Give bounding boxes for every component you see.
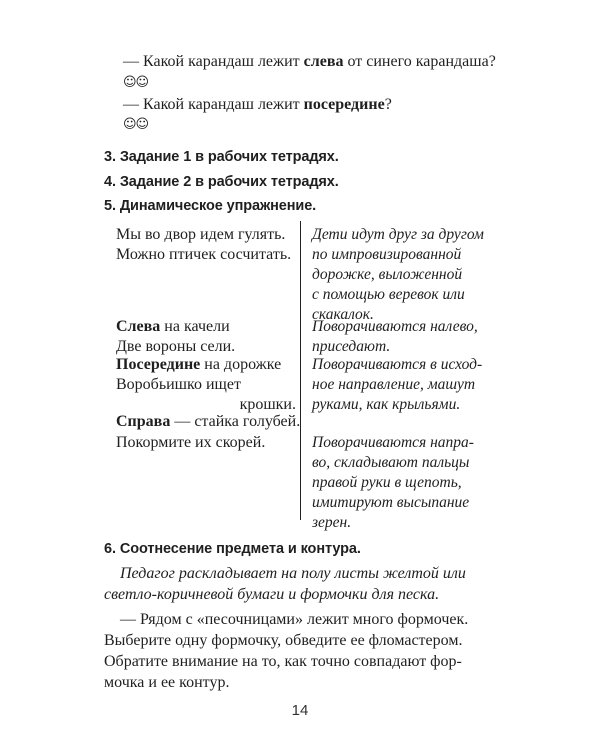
verse-line: Слева на качели: [116, 318, 230, 335]
action-line: ное направление, машут: [312, 376, 476, 393]
action-line: Поворачиваются в исход-: [312, 356, 483, 373]
instruction-paragraph: [120, 563, 540, 584]
action-line: во, складывают пальцы: [312, 454, 470, 471]
smiley-icon: ☺☺: [123, 117, 149, 132]
verse-line: Посередине на дорожке: [116, 356, 282, 373]
teacher-paragraph: [120, 609, 540, 630]
instruction-line: Педагог раскладывает на полу листы желтой или: [120, 565, 466, 582]
action-line: Поворачиваются налево,: [312, 318, 478, 335]
instruction-line: светло-коричневой бумаги и формочки для песка.: [104, 586, 440, 603]
teacher-line: Выберите одну формочку, обведите ее фломастером.: [104, 632, 463, 649]
teacher-line: Обратите внимание на то, как точно совпадают фор-: [104, 653, 462, 670]
teacher-line: — Рядом с «песочницами» лежит много формочек.: [120, 611, 469, 628]
action-line: зерен.: [312, 514, 352, 531]
action-line: приседают.: [312, 338, 391, 355]
action-line: дорожке, выложенной: [312, 266, 463, 283]
verse-line: Воробьишко ищет: [116, 376, 241, 393]
heading-task-6: 6. Соотнесение предмета и контура.: [104, 541, 361, 557]
heading-task-5: 5. Динамическое упражнение.: [104, 198, 317, 214]
action-line: Дети идут друг за другом: [312, 226, 484, 243]
instruction-paragraph: [104, 584, 524, 605]
verse-line: Две вороны сели.: [116, 338, 236, 355]
page-number: 14: [291, 702, 309, 719]
heading-task-3: 3. Задание 1 в рабочих тетрадях.: [104, 149, 339, 165]
verse-line: Мы во двор идем гулять.: [116, 226, 286, 243]
action-line: Поворачиваются напра-: [312, 434, 474, 451]
action-line: имитируют высыпание: [312, 494, 470, 511]
verse-line: Покормите их скорей.: [116, 434, 266, 451]
question-left: — Какой карандаш лежит слева от синего карандаша?: [123, 53, 496, 70]
heading-task-4: 4. Задание 2 в рабочих тетрадях.: [104, 174, 339, 190]
action-line: руками, как крыльями.: [312, 396, 461, 413]
action-line: с помощью веревок или: [312, 286, 465, 303]
verse-line: Справа — стайка голубей.: [116, 413, 301, 430]
action-line: по импровизированной: [312, 246, 462, 263]
column-divider: [300, 221, 301, 520]
verse-line: крошки.: [239, 396, 296, 413]
smiley-icon: ☺☺: [123, 75, 149, 90]
teacher-paragraph: [104, 630, 524, 693]
action-line: скакалок.: [312, 306, 374, 323]
action-line: правой руки в щепоть,: [312, 474, 462, 491]
verse-line: Можно птичек сосчитать.: [116, 246, 292, 263]
question-middle: — Какой карандаш лежит посередине?: [123, 96, 392, 113]
teacher-line: мочка и ее контур.: [104, 674, 230, 691]
